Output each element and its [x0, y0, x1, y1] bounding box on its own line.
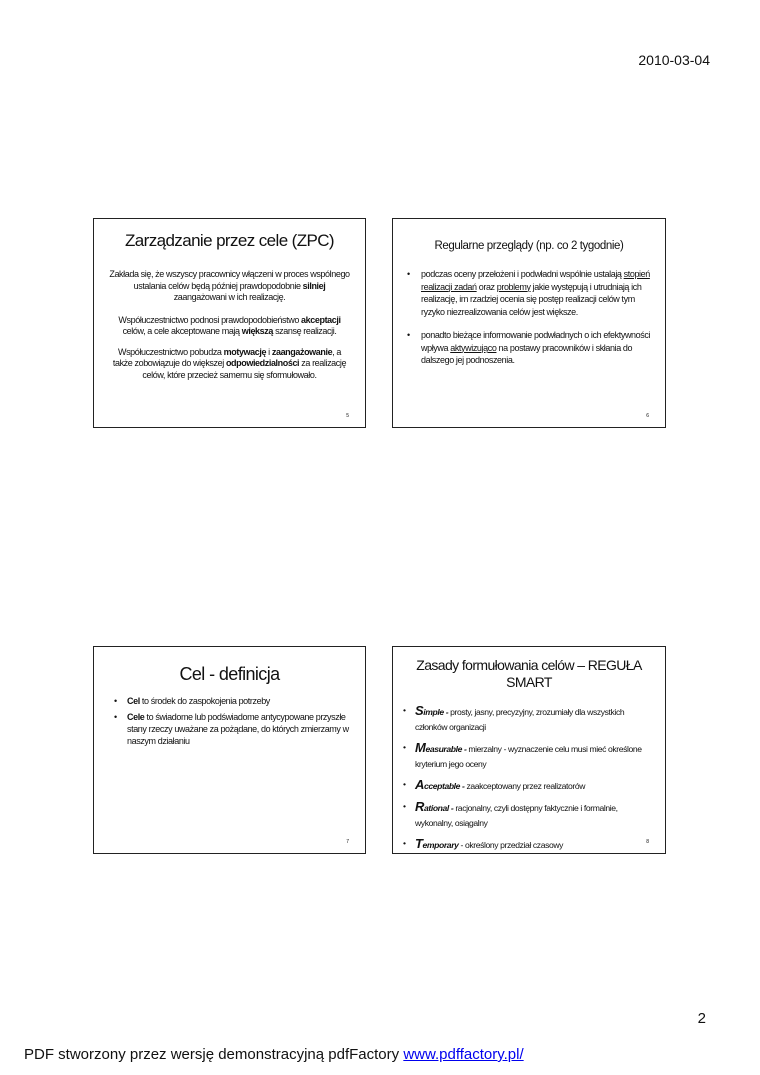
underlined-text: stopień realizacji zadań — [421, 269, 650, 292]
bold-text: Cel — [127, 696, 140, 706]
text: podczas oceny przełożeni i podwładni wspólnie ustalają — [421, 269, 624, 279]
term: imple - — [423, 707, 449, 717]
smart-item — [403, 703, 657, 735]
text: i — [266, 346, 272, 357]
bullet-icon: • — [403, 838, 406, 848]
term: cceptable - — [424, 781, 465, 791]
term: emporary — [422, 840, 459, 850]
bullet-icon: • — [403, 779, 406, 789]
slide-8 — [392, 646, 666, 854]
text: na postawy pracowników i skłania do dalszego jej podnoszenia. — [421, 342, 633, 365]
bullet-icon: • — [403, 742, 406, 752]
text: Współuczestnictwo podnosi prawdopodobieństwo — [118, 314, 302, 325]
smart-item — [403, 836, 657, 853]
text: zaangażowani w ich realizację. — [173, 292, 286, 302]
list-item — [407, 268, 653, 318]
smart-item — [403, 777, 657, 794]
initial-letter: A — [415, 777, 424, 792]
smart-item — [403, 799, 657, 831]
page-number: 2 — [697, 1010, 706, 1027]
list-item — [114, 695, 353, 707]
text: to świadome lub podświadome antycypowane przyszłe stany rzeczy uważane za pożądane, do których zmierzamy w naszym działaniu — [127, 712, 349, 746]
slide-8-title: Zasady formułowania celów – REGUŁA SMART — [416, 657, 642, 690]
footer-text: PDF stworzony przez wersję demonstracyjną pdfFactory — [24, 1046, 404, 1063]
smart-item — [403, 740, 657, 772]
text: za realizację celów, które przecież samemu się sformułowało. — [142, 358, 347, 380]
slide-number: 7 — [346, 839, 349, 845]
slide-number: 5 — [346, 413, 349, 419]
bold-text: zaangażowanie — [271, 346, 333, 357]
bullet-icon: • — [114, 696, 117, 706]
pdffactory-link[interactable]: www.pdffactory.pl/ — [403, 1046, 524, 1063]
underlined-text: aktywizująco — [450, 342, 497, 353]
text: oraz — [476, 281, 497, 292]
term: easurable - — [425, 744, 467, 754]
slide-6-title: Regularne przeglądy (np. co 2 tygodnie) — [434, 240, 624, 252]
text: jakie występują i utrudniają ich realizację, im rzadziej ocenia się postęp realizacji celów tym ryzyko niezrealizowania celów jest większe. — [421, 281, 642, 317]
bullet-icon: • — [407, 269, 410, 279]
bullet-icon: • — [403, 801, 406, 811]
slide-7-bullet-list — [114, 695, 353, 747]
list-item — [407, 329, 653, 367]
text: szansę realizacji. — [272, 326, 337, 336]
text: mierzalny - wyznaczenie celu musi mieć określone kryterium jego oceny — [415, 744, 642, 769]
slide-5-paragraph-3 — [108, 347, 351, 382]
text: racjonalny, czyli dostępny faktycznie i formalnie, wykonalny, osiągalny — [415, 803, 618, 828]
initial-letter: R — [415, 799, 424, 814]
bullet-icon: • — [114, 712, 117, 722]
initial-letter: S — [415, 703, 424, 718]
underlined-text: problemy — [496, 281, 531, 292]
bold-text: odpowiedzialności — [225, 358, 300, 368]
text: zaakceptowany przez realizatorów — [464, 781, 586, 791]
slide-6-bullet-list — [407, 268, 653, 367]
text: ponadto bieżące informowanie podwładnych o ich efektywności wpływa — [421, 330, 651, 353]
bullet-icon: • — [407, 330, 410, 340]
text: prosty, jasny, precyzyjny, zrozumiały dla wszystkich członków organizacji — [415, 707, 625, 732]
footer — [24, 1046, 524, 1063]
slide-5-paragraph-1 — [108, 269, 351, 304]
text: Współuczestnictwo pobudza — [117, 346, 224, 357]
bold-text: większą — [241, 326, 273, 336]
initial-letter: M — [415, 740, 426, 755]
text: , a także zobowiązuje do większej — [112, 346, 342, 368]
initial-letter: T — [415, 836, 423, 851]
slide-5-title: Zarządzanie przez cele (ZPC) — [125, 231, 334, 250]
slide-number: 6 — [646, 413, 649, 419]
slide-7 — [93, 646, 366, 854]
slide-number: 8 — [646, 839, 649, 845]
text: - określony przedział czasowy — [458, 840, 564, 850]
bold-text: Cele — [127, 712, 145, 722]
term: ational - — [424, 803, 454, 813]
text: to środek do zaspokojenia potrzeby — [139, 696, 270, 706]
text: Zakłada się, że wszyscy pracownicy włączeni w proces wspólnego ustalania celów będą później prawdopodobnie — [109, 269, 350, 291]
document-date: 2010-03-04 — [638, 52, 710, 68]
bold-text: silniej — [302, 280, 326, 291]
bullet-icon: • — [403, 705, 406, 715]
slide-7-title: Cel - definicja — [179, 664, 280, 684]
bold-text: motywację — [223, 346, 267, 357]
list-item — [114, 711, 353, 747]
text: celów, a cele akceptowane mają — [122, 326, 242, 336]
slide-5-paragraph-2 — [108, 315, 351, 338]
bold-text: akceptacji — [301, 314, 341, 325]
smart-rules-list — [403, 703, 657, 853]
slide-6 — [392, 218, 666, 428]
slide-5 — [93, 218, 366, 428]
